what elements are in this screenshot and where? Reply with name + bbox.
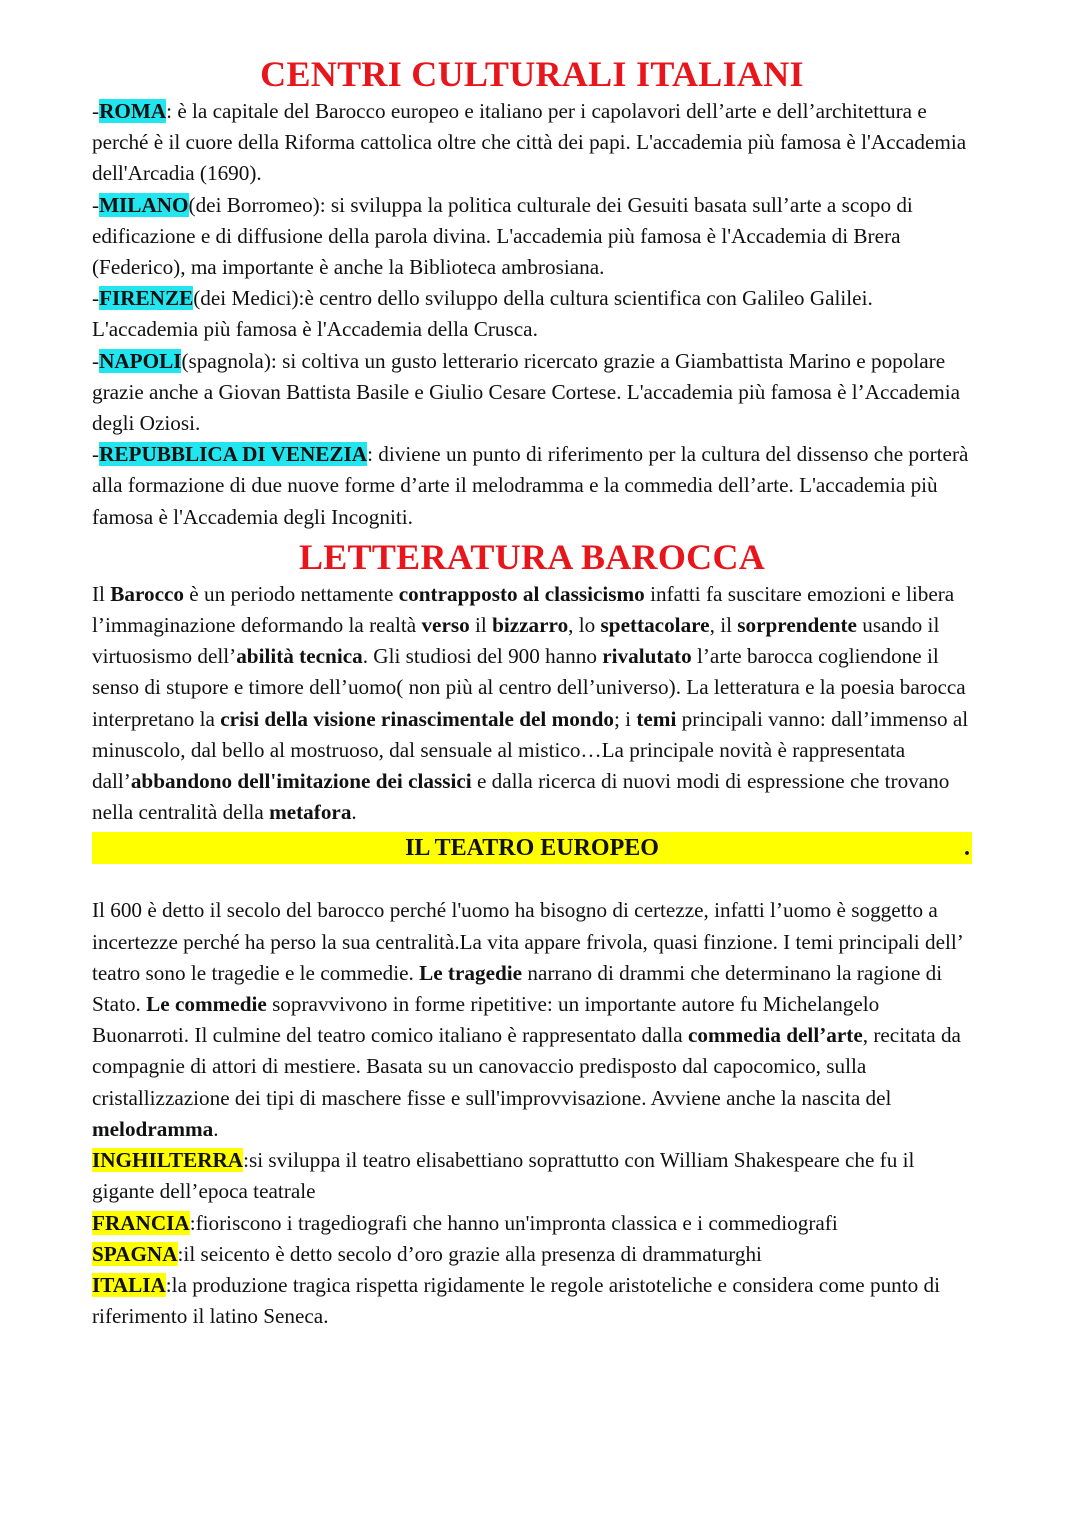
bold-run: commedia dell’arte: [687, 1023, 863, 1048]
paragraph-francia: [92, 1208, 972, 1239]
bold-run: temi: [636, 706, 677, 731]
paragraph-teatro: [92, 895, 972, 1145]
dash: -: [92, 442, 100, 467]
bold-run: crisi della visione rinascimentale del mondo: [220, 706, 614, 731]
paragraph-letteratura: [92, 579, 972, 829]
dash: -: [92, 192, 100, 217]
city-milano: MILANO: [99, 192, 189, 217]
country-francia: FRANCIA: [92, 1210, 190, 1235]
text-run: , lo: [568, 613, 601, 638]
paragraph-roma: [92, 96, 972, 190]
spagna-text: :il seicento è detto secolo d’oro grazie alla presenza di drammaturghi: [177, 1241, 762, 1266]
bold-run: Barocco: [110, 581, 184, 606]
country-inghilterra: INGHILTERRA: [92, 1148, 244, 1173]
napoli-text: (spagnola): si coltiva un gusto letterario ricercato grazie a Giambattista Marino e popolare grazie anche a Giovan Battista Basile e Giulio Cesare Cortese. L'accademia più famosa è l’Accademia degli Oziosi.: [92, 348, 961, 436]
text-run: , il: [709, 613, 738, 638]
bold-run: contrapposto al classicismo: [398, 581, 645, 606]
bold-run: bizzarro: [492, 613, 569, 638]
text-run: sopravvivono in forme ripetitive: un importante autore fu Michelangelo Buonarroti. Il culmine del teatro comico italiano è rappresentato dalla: [92, 992, 880, 1048]
text-run: ; i: [613, 706, 637, 731]
city-firenze: FIRENZE: [99, 286, 194, 311]
text-run: .: [213, 1116, 219, 1141]
dash: -: [92, 99, 100, 123]
bold-run: abbandono dell'imitazione dei classici: [130, 769, 472, 794]
banner-teatro-europeo: [92, 832, 972, 864]
paragraph-spagna: [92, 1239, 972, 1270]
bold-run: spettacolare: [600, 613, 710, 638]
text-run: . Gli studiosi del 900 hanno: [362, 644, 603, 669]
text-run: l’arte barocca cogliendone il senso di stupore e timore dell’uomo( non più al centro dell’universo). La letteratura e la poesia barocca interpretano la: [92, 644, 966, 731]
milano-text: (dei Borromeo): si sviluppa la politica culturale dei Gesuiti basata sull’arte a scopo di edificazione e di diffusione della parola divina. L'accademia più famosa è l'Accademia di Brera (Federico), ma importante è anche la Biblioteca ambrosiana.: [92, 192, 913, 280]
paragraph-venezia: [92, 439, 972, 533]
text-run: è un periodo nettamente: [184, 581, 399, 606]
document-content: [92, 52, 972, 1332]
banner-title: IL TEATRO EUROPEO: [405, 835, 659, 862]
bold-run: melodramma: [92, 1116, 214, 1141]
paragraph-firenze: [92, 283, 972, 345]
text-run: il: [469, 613, 493, 638]
bold-run: Le tragedie: [419, 960, 523, 985]
text-run: infatti fa suscitare emozioni e libera l’immaginazione deformando la realtà: [92, 581, 955, 638]
bold-run: sorprendente: [737, 613, 857, 638]
text-run: Il: [92, 581, 111, 606]
venezia-text: : diviene un punto di riferimento per la cultura del dissenso che porterà alla formazione di due nuove forme d’arte il melodramma e la commedia dell’arte. L'accademia più famosa è l'Accademia degli Incogniti.: [92, 442, 969, 529]
text-run: , recitata da compagnie di attori di mestiere. Basata su un canovaccio predisposto dal capocomico, sulla cristallizzazione dei tipi di maschere fisse e sull'improvvisazione. Avviene anche la nascita del: [92, 1023, 961, 1110]
paragraph-italia: [92, 1270, 972, 1332]
city-roma: ROMA: [99, 99, 167, 123]
city-venezia: REPUBBLICA DI VENEZIA: [99, 442, 368, 467]
roma-text: : è la capitale del Barocco europeo e italiano per i capolavori dell’arte e dell’architettura e perché è il cuore della Riforma cattolica oltre che città dei papi. L'accademia più famosa è l'Accademia dell'Arcadia (1690).: [92, 99, 967, 186]
francia-text: :fioriscono i tragediografi che hanno un'impronta classica e i commediografi: [189, 1210, 838, 1235]
text-run: usando il virtuosismo dell’: [92, 613, 940, 669]
text-run: Il 600 è detto il secolo del barocco perché l'uomo ha bisogno di certezze, infatti l’uomo è soggetto a incertezze perché ha perso la sua centralità.La vita appare frivola, quasi finzione. I temi principali dell’ teatro sono le tragedie e le commedie.: [92, 898, 963, 985]
text-run: narrano di drammi che determinano la ragione di Stato.: [92, 960, 943, 1017]
italia-text: :la produzione tragica rispetta rigidamente le regole aristoteliche e considera come punto di riferimento il latino Seneca.: [92, 1272, 941, 1329]
bold-run: Le commedie: [146, 992, 267, 1017]
paragraph-inghilterra: [92, 1145, 972, 1207]
country-spagna: SPAGNA: [92, 1241, 178, 1266]
bold-run: metafora: [269, 800, 352, 825]
inghilterra-text: :si sviluppa il teatro elisabettiano soprattutto con William Shakespeare che fu il gigante dell’epoca teatrale: [92, 1148, 915, 1204]
firenze-text: (dei Medici):è centro dello sviluppo della cultura scientifica con Galileo Galilei. L'accademia più famosa è l'Accademia della Crusca.: [92, 286, 873, 342]
city-napoli: NAPOLI: [99, 348, 182, 373]
title-letteratura-barocca: LETTERATURA BAROCCA: [298, 536, 766, 577]
banner-dot: .: [964, 835, 970, 862]
title-centri-culturali: CENTRI CULTURALI ITALIANI: [260, 54, 804, 94]
paragraph-napoli: [92, 346, 972, 440]
country-italia: ITALIA: [92, 1272, 166, 1297]
bold-run: abilità tecnica: [236, 644, 363, 669]
text-run: principali vanno: dall’immenso al minuscolo, dal bello al mostruoso, dal sensuale al mistico…La principale novità è rappresentata dall’: [92, 706, 969, 794]
dash: -: [92, 348, 100, 373]
dash: -: [92, 286, 100, 311]
bold-run: rivalutato: [602, 644, 692, 669]
text-run: .: [351, 800, 357, 825]
bold-run: verso: [421, 613, 470, 638]
spacer: [92, 864, 972, 895]
text-run: e dalla ricerca di nuovi modi di espressione che trovano nella centralità della: [92, 769, 950, 825]
paragraph-milano: [92, 190, 972, 284]
